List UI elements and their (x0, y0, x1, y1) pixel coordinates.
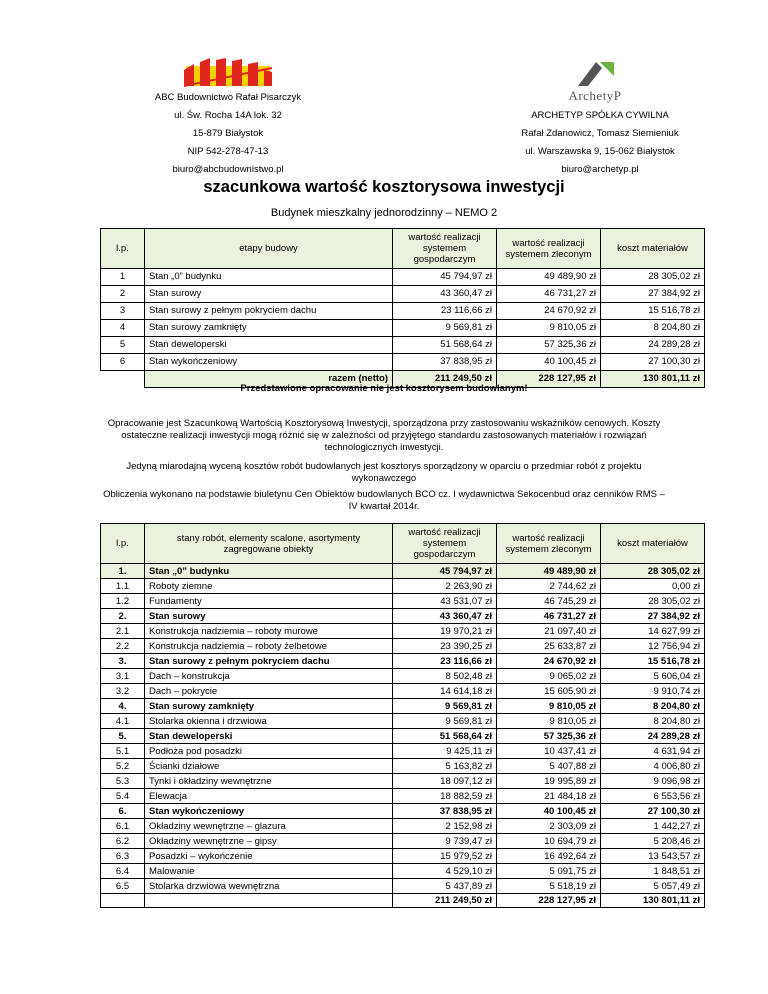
detail-lp: 5.4 (101, 789, 145, 804)
detail-mat: 0,00 zł (601, 579, 705, 594)
detail-zlec: 10 694,79 zł (497, 834, 601, 849)
detail-name: Roboty ziemne (145, 579, 393, 594)
detail-mat: 1 442,27 zł (601, 819, 705, 834)
summary-row (101, 354, 705, 371)
detail-lp: 1.2 (101, 594, 145, 609)
left-company-city: 15-879 Białystok (192, 128, 264, 139)
detail-header-stages: stany robót, elementy scalone, asortymenty zagregowane obiekty (145, 524, 393, 564)
detail-mat: 5 057,49 zł (601, 879, 705, 894)
detail-zlec: 25 633,87 zł (497, 639, 601, 654)
detail-gosp: 23 390,25 zł (393, 639, 497, 654)
detail-stage-row (101, 699, 705, 714)
detail-zlec: 19 995,89 zł (497, 774, 601, 789)
detail-item-row (101, 849, 705, 864)
detail-lp: 2. (101, 609, 145, 624)
left-company-nip: NIP 542-278-47-13 (187, 146, 269, 157)
detail-item-row (101, 864, 705, 879)
detail-zlec: 15 605,90 zł (497, 684, 601, 699)
detail-lp: 3. (101, 654, 145, 669)
detail-zlec: 24 670,92 zł (497, 654, 601, 669)
detail-gosp: 18 097,12 zł (393, 774, 497, 789)
summary-lp: 1 (101, 269, 145, 286)
detail-total-row (101, 894, 705, 908)
summary-lp: 6 (101, 354, 145, 371)
detail-header-gosp: wartość realizacji systemem gospodarczym (393, 524, 497, 564)
detail-zlec: 57 325,36 zł (497, 729, 601, 744)
detail-item-row (101, 879, 705, 894)
summary-zlec: 49 489,90 zł (497, 269, 601, 286)
detail-lp: 6.2 (101, 834, 145, 849)
detail-mat: 15 516,78 zł (601, 654, 705, 669)
detail-lp: 4.1 (101, 714, 145, 729)
detail-gosp: 9 425,11 zł (393, 744, 497, 759)
detail-zlec: 40 100,45 zł (497, 804, 601, 819)
left-company-name: ABC Budownictwo Rafał Pisarczyk (154, 92, 302, 103)
note-paragraph-2: Jedyną miarodajną wyceną kosztów robót budowlanych jest kosztorys sporządzony w oparciu o przedmiar robót z projektu wykonawczego (126, 461, 642, 484)
detail-lp: 6.4 (101, 864, 145, 879)
summary-stage: Stan wykończeniowy (145, 354, 393, 371)
detail-stage-row (101, 654, 705, 669)
detail-stage-row (101, 804, 705, 819)
detail-lp: 6.1 (101, 819, 145, 834)
detail-name: Dach – konstrukcja (145, 669, 393, 684)
detail-gosp: 23 116,66 zł (393, 654, 497, 669)
note-paragraph-1: Opracowanie jest Szacunkową Wartością Kosztorysową Inwestycji, sporządzona przy zastosowaniu wskaźników cenowych. Koszty ostateczne realizacji inwestycji mogą różnić się w zależności od przyjętego standardu zastosowanych materiałów i rozwiązań technologicznych inwestycji. (107, 418, 661, 453)
warning-note: Przedstawione opracowanie nie jest kosztorysem budowlanym! (240, 383, 528, 394)
detail-gosp: 2 263,90 zł (393, 579, 497, 594)
detail-total-zlec: 228 127,95 zł (497, 894, 601, 908)
detail-name: Podłoża pod posadzki (145, 744, 393, 759)
detail-total-label (145, 894, 393, 908)
detail-zlec: 49 489,90 zł (497, 564, 601, 579)
detail-item-row (101, 789, 705, 804)
detail-lp: 6.5 (101, 879, 145, 894)
detail-item-row (101, 669, 705, 684)
detail-name: Ścianki działowe (145, 759, 393, 774)
summary-gosp: 23 116,66 zł (393, 303, 497, 320)
detail-name: Stan surowy zamknięty (145, 699, 393, 714)
detail-mat: 4 631,94 zł (601, 744, 705, 759)
detail-name: Okładziny wewnętrzne – gipsy (145, 834, 393, 849)
summary-mat: 15 516,78 zł (601, 303, 705, 320)
detail-item-row (101, 744, 705, 759)
detail-gosp: 15 979,52 zł (393, 849, 497, 864)
summary-row (101, 303, 705, 320)
summary-lp: 5 (101, 337, 145, 354)
summary-lp: 4 (101, 320, 145, 337)
detail-lp: 3.1 (101, 669, 145, 684)
detail-mat: 6 553,56 zł (601, 789, 705, 804)
summary-header-row (101, 229, 705, 269)
detail-name: Tynki i okładziny wewnętrzne (145, 774, 393, 789)
detail-zlec: 21 097,40 zł (497, 624, 601, 639)
detail-header-zlec: wartość realizacji systemem zleconym (497, 524, 601, 564)
detail-zlec: 9 810,05 zł (497, 699, 601, 714)
detail-gosp: 51 568,64 zł (393, 729, 497, 744)
detail-zlec: 46 731,27 zł (497, 609, 601, 624)
summary-gosp: 37 838,95 zł (393, 354, 497, 371)
detail-mat: 13 543,57 zł (601, 849, 705, 864)
summary-stage: Stan surowy z pełnym pokryciem dachu (145, 303, 393, 320)
abc-logo (180, 58, 276, 88)
summary-zlec: 57 325,36 zł (497, 337, 601, 354)
header-lp: l.p. (101, 229, 145, 269)
right-company-email: biuro@archetyp.pl (561, 164, 639, 175)
detail-item-row (101, 759, 705, 774)
detail-name: Stolarka okienna i drzwiowa (145, 714, 393, 729)
detail-gosp: 37 838,95 zł (393, 804, 497, 819)
detail-gosp: 45 794,97 zł (393, 564, 497, 579)
note-paragraph-3: Obliczenia wykonano na podstawie biuletynu Cen Obiektów budowlanych BCO cz. I wydawnictwa Sekocenbud oraz cenników RMS – IV kwartał 2014r. (103, 489, 665, 512)
detail-lp: 3.2 (101, 684, 145, 699)
detail-item-row (101, 774, 705, 789)
detail-gosp: 8 502,48 zł (393, 669, 497, 684)
right-company-name: ARCHETYP SPÓŁKA CYWILNA (531, 110, 669, 121)
summary-gosp: 9 569,81 zł (393, 320, 497, 337)
summary-table (100, 228, 705, 388)
detail-zlec: 5 518,19 zł (497, 879, 601, 894)
detail-mat: 1 848,51 zł (601, 864, 705, 879)
summary-stage: Stan „0” budynku (145, 269, 393, 286)
detail-item-row (101, 594, 705, 609)
detail-table (100, 523, 705, 908)
header-mat: koszt materiałów (601, 229, 705, 269)
left-company-email: biuro@abcbudownistwo.pl (172, 164, 284, 175)
summary-row (101, 286, 705, 303)
detail-gosp: 2 152,98 zł (393, 819, 497, 834)
page-subtitle: Budynek mieszkalny jednorodzinny – NEMO 2 (270, 207, 498, 219)
detail-name: Posadzki – wykończenie (145, 849, 393, 864)
detail-mat: 9 910,74 zł (601, 684, 705, 699)
detail-item-row (101, 819, 705, 834)
detail-zlec: 21 484,18 zł (497, 789, 601, 804)
detail-mat: 4 006,80 zł (601, 759, 705, 774)
detail-name: Elewacja (145, 789, 393, 804)
detail-gosp: 43 531,07 zł (393, 594, 497, 609)
detail-total-gosp: 211 249,50 zł (393, 894, 497, 908)
summary-mat: 27 384,92 zł (601, 286, 705, 303)
summary-mat: 27 100,30 zł (601, 354, 705, 371)
detail-name: Stan deweloperski (145, 729, 393, 744)
detail-header-row (101, 524, 705, 564)
detail-gosp: 43 360,47 zł (393, 609, 497, 624)
detail-lp: 5. (101, 729, 145, 744)
summary-zlec: 9 810,05 zł (497, 320, 601, 337)
detail-zlec: 16 492,64 zł (497, 849, 601, 864)
detail-name: Stan „0” budynku (145, 564, 393, 579)
detail-name: Stolarka drzwiowa wewnętrzna (145, 879, 393, 894)
detail-mat: 5 208,46 zł (601, 834, 705, 849)
detail-stage-row (101, 564, 705, 579)
detail-gosp: 18 882,59 zł (393, 789, 497, 804)
detail-mat: 27 384,92 zł (601, 609, 705, 624)
header-gosp: wartość realizacji systemem gospodarczym (393, 229, 497, 269)
detail-lp: 5.2 (101, 759, 145, 774)
detail-header-lp: l.p. (101, 524, 145, 564)
summary-mat: 8 204,80 zł (601, 320, 705, 337)
detail-mat: 12 756,94 zł (601, 639, 705, 654)
detail-item-row (101, 714, 705, 729)
detail-stage-row (101, 729, 705, 744)
detail-lp: 4. (101, 699, 145, 714)
detail-mat: 14 627,99 zł (601, 624, 705, 639)
summary-lp: 2 (101, 286, 145, 303)
detail-gosp: 5 437,89 zł (393, 879, 497, 894)
summary-gosp: 43 360,47 zł (393, 286, 497, 303)
summary-gosp: 51 568,64 zł (393, 337, 497, 354)
detail-mat: 9 096,98 zł (601, 774, 705, 789)
summary-zlec: 46 731,27 zł (497, 286, 601, 303)
summary-gosp: 45 794,97 zł (393, 269, 497, 286)
summary-zlec: 40 100,45 zł (497, 354, 601, 371)
detail-lp: 6. (101, 804, 145, 819)
detail-lp: 6.3 (101, 849, 145, 864)
summary-row (101, 337, 705, 354)
archetyp-logo-text: ArchetyP (568, 88, 622, 103)
detail-gosp: 9 569,81 zł (393, 714, 497, 729)
detail-header-mat: koszt materiałów (601, 524, 705, 564)
detail-stage-row (101, 609, 705, 624)
detail-name: Malowanie (145, 864, 393, 879)
summary-stage: Stan deweloperski (145, 337, 393, 354)
detail-zlec: 9 065,02 zł (497, 669, 601, 684)
detail-zlec: 2 303,09 zł (497, 819, 601, 834)
detail-zlec: 10 437,41 zł (497, 744, 601, 759)
detail-mat: 8 204,80 zł (601, 714, 705, 729)
detail-name: Dach – pokrycie (145, 684, 393, 699)
summary-total-label: razem (netto) (145, 371, 393, 388)
detail-zlec: 46 745,29 zł (497, 594, 601, 609)
summary-stage: Stan surowy zamknięty (145, 320, 393, 337)
detail-item-row (101, 624, 705, 639)
summary-row (101, 320, 705, 337)
detail-item-row (101, 834, 705, 849)
summary-total-zlec: 228 127,95 zł (497, 371, 601, 388)
detail-name: Konstrukcja nadziemia – roboty murowe (145, 624, 393, 639)
right-company-address: ul. Warszawska 9, 15-062 Białystok (525, 146, 675, 157)
summary-total-mat: 130 801,11 zł (601, 371, 705, 388)
detail-lp: 2.2 (101, 639, 145, 654)
detail-item-row (101, 639, 705, 654)
summary-total-gosp: 211 249,50 zł (393, 371, 497, 388)
summary-mat: 24 289,28 zł (601, 337, 705, 354)
detail-lp: 1.1 (101, 579, 145, 594)
detail-mat: 28 305,02 zł (601, 564, 705, 579)
detail-lp: 1. (101, 564, 145, 579)
right-company-people: Rafał Zdanowicz, Tomasz Siemieniuk (521, 128, 679, 139)
detail-name: Okładziny wewnętrzne – glazura (145, 819, 393, 834)
header-stages: etapy budowy (145, 229, 393, 269)
summary-zlec: 24 670,92 zł (497, 303, 601, 320)
detail-total-mat: 130 801,11 zł (601, 894, 705, 908)
detail-gosp: 14 614,18 zł (393, 684, 497, 699)
detail-zlec: 5 091,75 zł (497, 864, 601, 879)
detail-mat: 28 305,02 zł (601, 594, 705, 609)
detail-name: Stan surowy (145, 609, 393, 624)
detail-mat: 5 606,04 zł (601, 669, 705, 684)
detail-lp: 2.1 (101, 624, 145, 639)
detail-zlec: 2 744,62 zł (497, 579, 601, 594)
left-company-address: ul. Św. Rocha 14A lok. 32 (174, 110, 282, 121)
detail-item-row (101, 579, 705, 594)
detail-gosp: 5 163,82 zł (393, 759, 497, 774)
summary-stage: Stan surowy (145, 286, 393, 303)
summary-row (101, 269, 705, 286)
detail-mat: 8 204,80 zł (601, 699, 705, 714)
detail-gosp: 9 739,47 zł (393, 834, 497, 849)
detail-item-row (101, 684, 705, 699)
detail-mat: 27 100,30 zł (601, 804, 705, 819)
archetyp-logo-icon (570, 60, 620, 86)
summary-mat: 28 305,02 zł (601, 269, 705, 286)
header-zlec: wartość realizacji systemem zleconym (497, 229, 601, 269)
detail-zlec: 9 810,05 zł (497, 714, 601, 729)
detail-gosp: 19 970,21 zł (393, 624, 497, 639)
detail-gosp: 9 569,81 zł (393, 699, 497, 714)
detail-name: Fundamenty (145, 594, 393, 609)
detail-lp: 5.3 (101, 774, 145, 789)
detail-mat: 24 289,28 zł (601, 729, 705, 744)
detail-total-lp (101, 894, 145, 908)
detail-name: Stan wykończeniowy (145, 804, 393, 819)
page-title: szacunkowa wartość kosztorysowa inwestycji (203, 178, 565, 196)
detail-name: Konstrukcja nadziemia – roboty żelbetowe (145, 639, 393, 654)
detail-lp: 5.1 (101, 744, 145, 759)
summary-lp: 3 (101, 303, 145, 320)
detail-zlec: 5 407,88 zł (497, 759, 601, 774)
detail-gosp: 4 529,10 zł (393, 864, 497, 879)
detail-name: Stan surowy z pełnym pokryciem dachu (145, 654, 393, 669)
